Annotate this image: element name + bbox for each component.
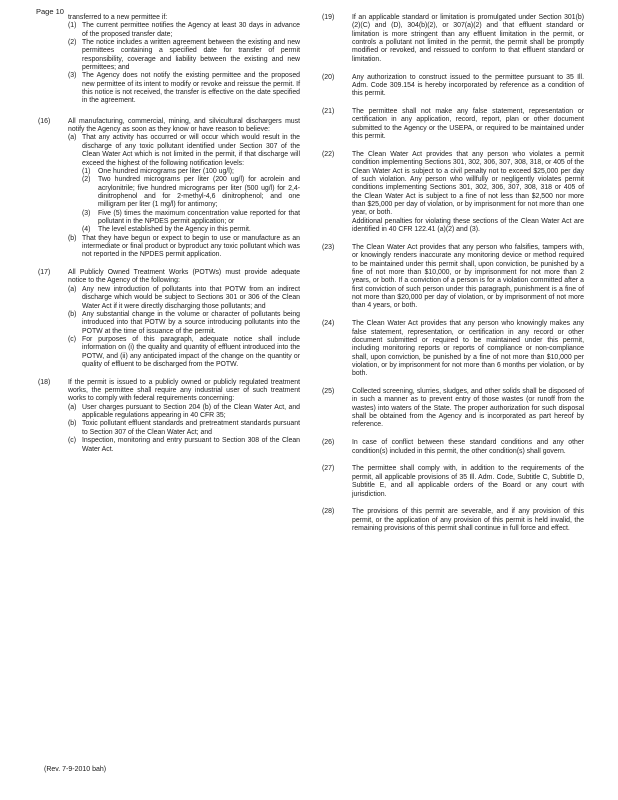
sub-label: (1) — [68, 22, 77, 30]
condition-number: (16) — [38, 117, 51, 125]
condition-25 — [322, 388, 584, 430]
condition-text: The provisions of this permit are severable, and if any provision of this permit, or the application of any provision of this permit is held invalid, the remaining provisions of this permit shall continue in full force and effect. — [352, 508, 584, 533]
sub-text: That any activity has occurred or will occur which would result in the discharge of any toxic pollutant identified under Section 307 of the Clean Water Act which is not limited in the permit, if that discharge will exceed the highest of the following notification levels: — [82, 134, 300, 167]
condition-text: The permittee shall not make any false statement, representation or certification in any application, record, report, plan or other document submitted to the Agency or the USEPA, or required to be maintained under this permit. — [352, 108, 584, 141]
condition-18-sub-a — [68, 404, 300, 421]
condition-18 — [38, 379, 300, 454]
sub-text: The Agency does not notify the existing permittee and the proposed new permittee of its intent to modify or revoke and reissue the permit. If this notice is not received, the transfer is effective on the date specified in the agreement. — [82, 72, 300, 105]
condition-22-additional-penalties: Additional penalties for violating these sections of the Clean Water Act are identified in 40 CFR 122.41 (a)(2) and (3). — [352, 217, 584, 234]
condition-26 — [322, 439, 584, 456]
condition-15-sub-1 — [68, 22, 300, 39]
sub-label: (a) — [68, 403, 77, 411]
sub-label: (b) — [68, 234, 77, 242]
sub-label: (2) — [68, 39, 77, 47]
subsub-label: (4) — [82, 226, 91, 234]
condition-15-sub-3 — [68, 72, 300, 105]
sub-text: User charges pursuant to Section 204 (b) of the Clean Water Act, and applicable regulations appearing in 40 CFR 35; — [82, 403, 300, 420]
condition-17-sub-c — [68, 336, 300, 369]
condition-number: (22) — [322, 150, 335, 158]
condition-22 — [322, 151, 584, 234]
subsub-text: The level established by the Agency in this permit. — [98, 226, 251, 234]
condition-text: If an applicable standard or limitation is promulgated under Section 301(b)(2)(C) and (D), 304(b)(2), or 307(a)(2) and that effluent standard or limitation is more stringent than any effluent limitation in the permit, or controls a pollutant not limited in the permit, the permit shall be promptly modified or revoked, and reissued to conform to that effluent standard or limitation. — [352, 14, 584, 63]
subsub-text: Five (5) times the maximum concentration value reported for that pollutant in the NPDES permit application; or — [98, 209, 300, 225]
condition-17-lead: All Publicly Owned Treatment Works (POTWs) must provide adequate notice to the Agency of the following: — [68, 269, 300, 285]
condition-18-lead: If the permit is issued to a publicly owned or publicly regulated treatment works, the permittee shall require any industrial user of such treatment works to comply with federal requirements concerning: — [68, 378, 300, 403]
condition-17-sub-b — [68, 311, 300, 336]
condition-23 — [322, 244, 584, 311]
notification-level-2 — [82, 176, 300, 209]
sub-text: Any new introduction of pollutants into that POTW from an indirect discharge which would be subject to Sections 301 or 306 of the Clean Water Act if it were directly discharging those pollutants; and — [82, 285, 300, 310]
sub-text: The current permittee notifies the Agency at least 30 days in advance of the proposed transfer date; — [82, 22, 300, 38]
condition-text: The Clean Water Act provides that any person who knowingly makes any false statement, representation, or certification in any record or other document submitted or required to be maintained under this permit, including monitoring reports or reports of compliance or non-compliance shall, upon conviction, be punished by a fine of not more than $10,000 per violation, or by imprisonment for not more than 6 months per violation, or by both. — [352, 320, 584, 378]
condition-27 — [322, 465, 584, 498]
sub-label: (a) — [68, 134, 77, 142]
sub-text: Toxic pollutant effluent standards and pretreatment standards pursuant to Section 307 of the Clean Water Act; and — [82, 420, 300, 436]
sub-label: (a) — [68, 285, 77, 293]
condition-number: (28) — [322, 508, 335, 516]
condition-text: The permittee shall comply with, in addition to the requirements of the permit, all applicable provisions of 35 Ill. Adm. Code, Subtitle C, Subtitle D, Subtitle E, and all applicable orders of the Board or any court with jurisdiction. — [352, 465, 584, 498]
sub-text: For purposes of this paragraph, adequate notice shall include information on (i) the quality and quantity of effluent introduced into the POTW, and (ii) any anticipated impact of the change on the quantity or quality of effluent to be discharged from the POTW. — [82, 335, 300, 368]
notification-level-4 — [82, 226, 300, 234]
condition-17-sub-a — [68, 286, 300, 311]
condition-number: (17) — [38, 269, 51, 277]
condition-number: (23) — [322, 243, 335, 251]
left-column — [38, 14, 300, 463]
condition-number: (18) — [38, 378, 51, 386]
sub-label: (b) — [68, 310, 77, 318]
condition-number: (27) — [322, 465, 335, 473]
subsub-text: Two hundred micrograms per liter (200 ug/l) for acrolein and acrylonitrile; five hundred micrograms per liter (500 ug/l) for 2,4-dinitrophenol and for 2-methyl-4,6 dinitrophenol; and one milligram per liter (1 mg/l) for antimony; — [98, 176, 300, 209]
sub-label: (c) — [68, 335, 77, 343]
condition-18-sub-c — [68, 437, 300, 454]
condition-18-sub-b — [68, 420, 300, 437]
condition-16-lead: All manufacturing, commercial, mining, and silvicultural dischargers must notify the Agency as soon as they know or have reason to believe: — [68, 117, 300, 134]
condition-28 — [322, 508, 584, 533]
condition-number: (26) — [322, 439, 335, 447]
condition-15-lead: transferred to a new permittee if: — [68, 14, 168, 21]
condition-text: Any authorization to construct issued to the permittee pursuant to 35 Ill. Adm. Code 309.154 is hereby incorporated by reference as a condition of this permit. — [352, 73, 584, 98]
condition-number: (20) — [322, 73, 335, 81]
sub-text: That they have begun or expect to begin to use or manufacture as an intermediate or final product or byproduct any toxic pollutant which was not reported in the NPDES permit application. — [82, 234, 300, 259]
condition-16-sub-b — [68, 235, 300, 260]
condition-text: Collected screening, slurries, sludges, and other solids shall be disposed of in such a manner as to prevent entry of those wastes (or runoff from the wastes) into waters of the State. The proper authorization for such disposal shall be obtained from the Agency and is incorporated as part hereof by reference. — [352, 388, 584, 429]
condition-text: In case of conflict between these standard conditions and any other condition(s) included in this permit, the other condition(s) shall govern. — [352, 439, 584, 455]
condition-15-sub-2 — [68, 39, 300, 72]
sub-label: (c) — [68, 437, 77, 445]
condition-16 — [38, 118, 300, 260]
condition-19 — [322, 14, 584, 64]
sub-text: Any substantial change in the volume or character of pollutants being introduced into that POTW by a source introducing pollutants into the POTW at the time of issuance of the permit. — [82, 310, 300, 335]
subsub-text: One hundred micrograms per liter (100 ug/l); — [98, 167, 234, 175]
condition-21 — [322, 108, 584, 141]
sub-label: (b) — [68, 420, 77, 428]
sub-text: Inspection, monitoring and entry pursuant to Section 308 of the Clean Water Act. — [82, 437, 300, 453]
notification-level-3 — [82, 210, 300, 227]
condition-text: The Clean Water Act provides that any person who falsifies, tampers with, or knowingly renders inaccurate any monitoring device or method required to be maintained under this permit shall, upon conviction, be punished by a fine of not more than $10,000, or by imprisonment for not more than 2 years, or both. If a conviction of a person is for a violation committed after a first conviction of such person under this paragraph, punishment is a fine of not more than $20,000 per day of violation, or by imprisonment of not more than 4 years, or both. — [352, 243, 584, 310]
sub-text: The notice includes a written agreement between the existing and new permittees containing a specified date for transfer of permit responsibility, coverage and liability between the existing and new permittees; and — [82, 39, 300, 72]
condition-number: (25) — [322, 388, 335, 396]
page-number: Page 10 — [36, 7, 64, 16]
condition-15-continued — [38, 14, 300, 106]
condition-number: (21) — [322, 108, 335, 116]
condition-17 — [38, 269, 300, 369]
subsub-label: (3) — [82, 209, 91, 217]
condition-20 — [322, 74, 584, 99]
subsub-label: (1) — [82, 167, 91, 175]
subsub-label: (2) — [82, 176, 91, 184]
condition-number: (19) — [322, 14, 335, 21]
right-column — [322, 14, 584, 543]
condition-16-sub-a — [68, 134, 300, 234]
condition-number: (24) — [322, 320, 335, 328]
sub-label: (3) — [68, 72, 77, 80]
revision-note: (Rev. 7-9-2010 bah) — [44, 766, 107, 773]
condition-24 — [322, 320, 584, 378]
notification-level-1 — [82, 168, 300, 176]
condition-text: The Clean Water Act provides that any person who violates a permit condition implementing Sections 301, 302, 306, 307, 308, 318, or 405 of the Clean Water Act is subject to a civil penalty not to exceed $25,000 per day of such violation. Any person who willfully or negligently violates permit conditions implementing Sections 301, 302, 306, 307, 308, 318 or 405 of the Clean Water Act is subject to a fine of not less than $2,500 nor more than $25,000 per day of violation, or by imprisonment for not more than one year, or both. — [352, 150, 584, 217]
